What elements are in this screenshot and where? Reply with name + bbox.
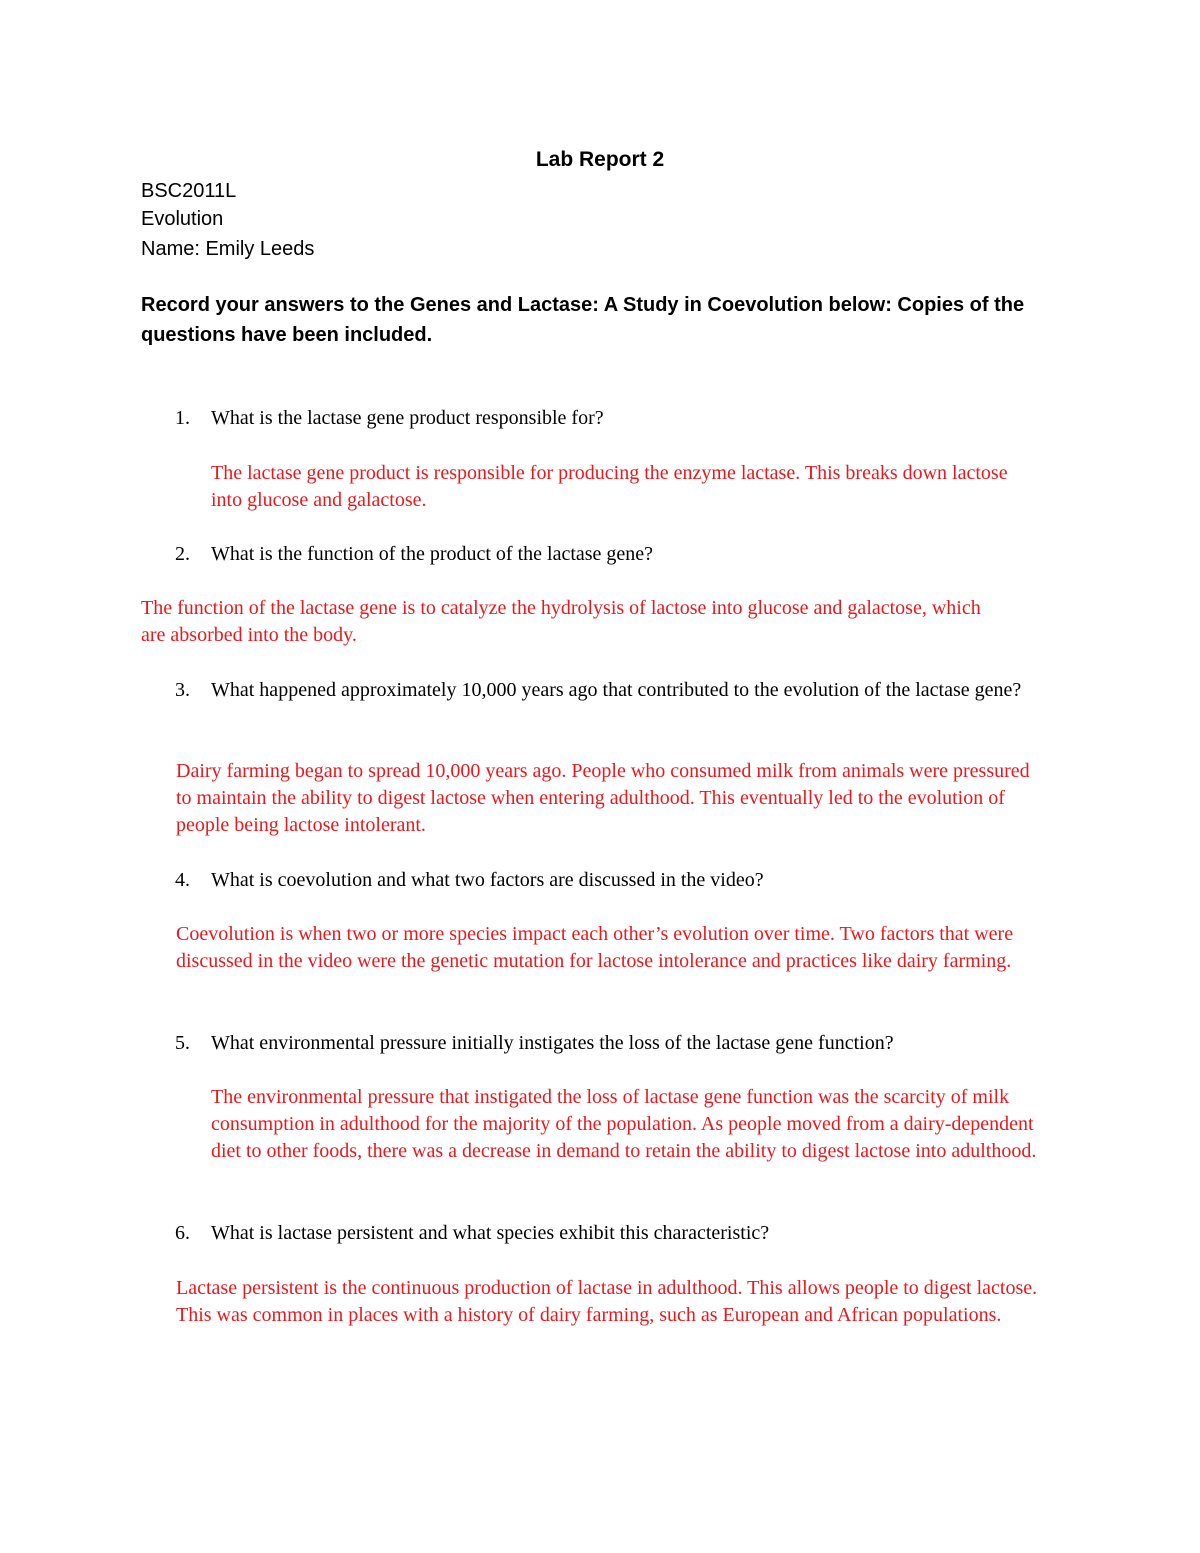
question-number: 5. (175, 1032, 190, 1054)
answer-text: Dairy farming began to spread 10,000 years ago. People who consumed milk from animals were pressured to maintain the ability to digest lactose when entering adulthood. This eventually led to the evolution of people being lactose intolerant. (176, 760, 1030, 836)
question-item (175, 1220, 1055, 1247)
question-item (175, 1030, 1055, 1057)
question-item (175, 541, 1055, 568)
course-code: BSC2011L (141, 180, 237, 202)
question-item (175, 677, 1055, 704)
document-title: Lab Report 2 (535, 148, 665, 171)
question-text: What is the lactase gene product responsible for? (211, 407, 604, 429)
question-number: 1. (175, 407, 190, 429)
question-text: What is lactase persistent and what species exhibit this characteristic? (211, 1222, 770, 1244)
question-item (175, 867, 1055, 894)
question-text: What is coevolution and what two factors are discussed in the video? (211, 869, 764, 891)
student-name: Name: Emily Leeds (141, 238, 315, 260)
answer-text: Lactase persistent is the continuous production of lactase in adulthood. This allows people to digest lactose. This was common in places with a history of dairy farming, such as European and African populations. (176, 1277, 1038, 1326)
answer-text: Coevolution is when two or more species impact each other’s evolution over time. Two factors that were discussed in the video were the genetic mutation for lactose intolerance and practices like dairy farming. (176, 923, 1014, 972)
question-number: 2. (175, 543, 190, 565)
instructions: Record your answers to the Genes and Lactase: A Study in Coevolution below: Copies of the questions have been included. (141, 294, 1025, 346)
question-number: 3. (175, 679, 190, 701)
question-text: What is the function of the product of the lactase gene? (211, 543, 654, 565)
question-number: 4. (175, 869, 190, 891)
question-item (175, 405, 1055, 432)
answer-text: The environmental pressure that instigated the loss of lactase gene function was the scarcity of milk consumption in adulthood for the majority of the population. As people moved from a dairy-dependent diet to other foods, there was a decrease in demand to retain the ability to digest lactose into adulthood. (211, 1086, 1037, 1162)
topic-line: Evolution (141, 208, 224, 230)
question-number: 6. (175, 1222, 190, 1244)
answer-text: The lactase gene product is responsible for producing the enzyme lactase. This breaks down lactose into glucose and galactose. (211, 462, 1008, 511)
question-text: What happened approximately 10,000 years ago that contributed to the evolution of the lactase gene? (211, 679, 1022, 701)
answer-text: The function of the lactase gene is to catalyze the hydrolysis of lactose into glucose and galactose, which are absorbed into the body. (141, 597, 981, 646)
question-text: What environmental pressure initially instigates the loss of the lactase gene function? (211, 1032, 894, 1054)
